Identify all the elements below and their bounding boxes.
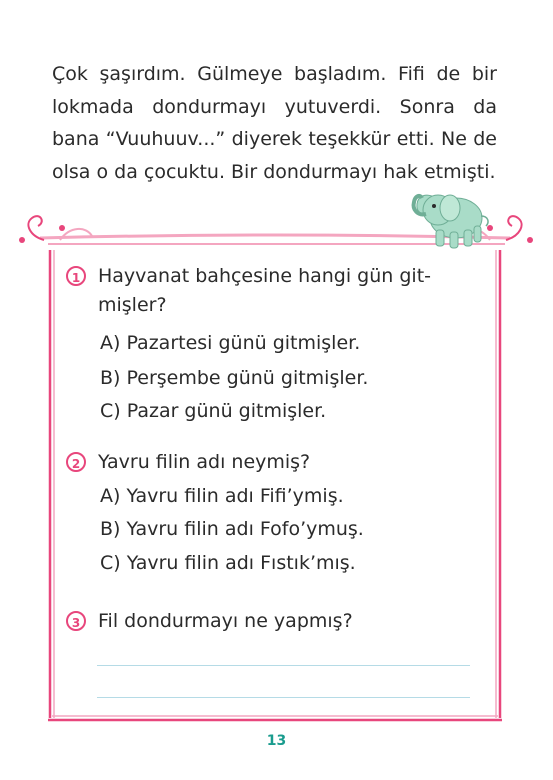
question-text: Yavru filin adı neymiş? (98, 451, 311, 473)
question-text-line2: mişler? (98, 294, 167, 316)
elephant-illustration (408, 182, 500, 252)
question-number-badge: 3 (66, 611, 86, 631)
option-c[interactable]: C) Yavru filin adı Fıstık’mış. (100, 552, 356, 574)
question-text: Fil dondurmayı ne yapmış? (98, 610, 353, 632)
answer-line[interactable] (97, 697, 470, 698)
question-3 (66, 610, 486, 634)
option-b[interactable]: B) Perşembe günü gitmişler. (100, 367, 369, 389)
option-c[interactable]: C) Pazar günü gitmişler. (100, 400, 327, 422)
page-number: 13 (266, 733, 287, 749)
option-a[interactable]: A) Pazartesi günü gitmişler. (100, 332, 361, 354)
question-text-line1: Hayvanat bahçesine hangi gün git- (98, 265, 432, 287)
option-b[interactable]: B) Yavru filin adı Fofo’ymuş. (100, 518, 364, 540)
story-paragraph: Çok şaşırdım. Gülmeye başladım. Fifi de bir lokmada dondurmayı yutuverdi. Sonra da bana “Vuuhuuv...” diyerek teşekkür etti. Ne de olsa o da çocuktu. Bir dondurmayı hak etmişti. (52, 63, 497, 183)
question-1 (66, 265, 486, 325)
question-number-badge: 1 (66, 266, 86, 286)
answer-line[interactable] (97, 665, 470, 666)
question-number-badge: 2 (66, 452, 86, 472)
option-a[interactable]: A) Yavru filin adı Fifi’ymiş. (100, 485, 344, 507)
question-2 (66, 451, 486, 475)
